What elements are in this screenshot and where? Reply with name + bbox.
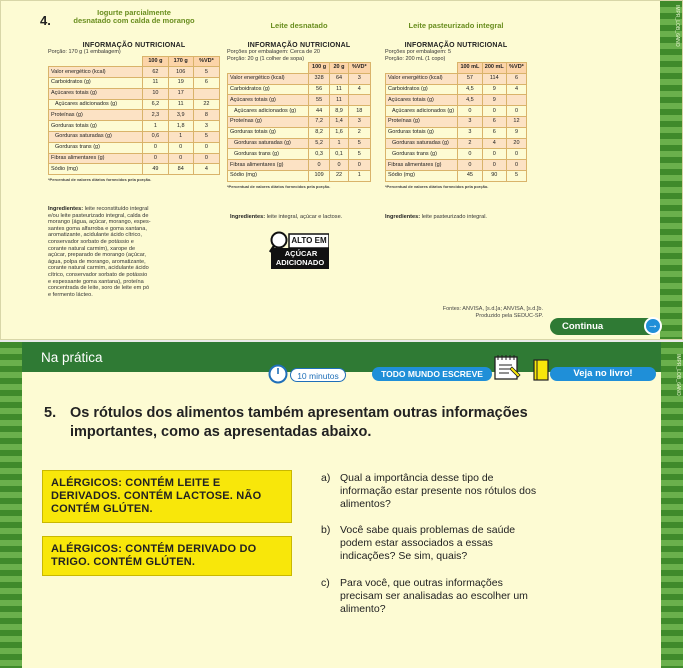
row-label: Açúcares adicionados (g) — [386, 106, 458, 117]
nutrition-table — [227, 62, 371, 182]
table-row — [49, 110, 220, 121]
row-value: 11 — [330, 84, 348, 95]
row-label: Açúcares totais (g) — [228, 95, 309, 106]
row-value: 45 — [458, 170, 482, 181]
row-value: 1 — [143, 121, 168, 132]
footnote: *Percentual de valores diários fornecidos pela porção. — [48, 177, 152, 183]
product-title: Leite pasteurizado integral — [408, 21, 504, 30]
row-label: Carboidratos (g) — [49, 78, 143, 89]
table-row — [49, 132, 220, 143]
row-value: 0 — [482, 160, 506, 171]
table-row — [228, 138, 371, 149]
row-label: Valor energético (kcal) — [49, 67, 143, 78]
row-label: Proteínas (g) — [386, 116, 458, 127]
row-value: 0,6 — [143, 132, 168, 143]
table-row — [49, 164, 220, 175]
table-row — [386, 95, 527, 106]
row-label: Sódio (mg) — [228, 170, 309, 181]
row-value: 0 — [458, 106, 482, 117]
row-value: 1,4 — [330, 116, 348, 127]
row-value: 6 — [482, 127, 506, 138]
row-value: 114 — [482, 73, 506, 84]
table-row — [228, 170, 371, 181]
row-value: 5 — [348, 138, 370, 149]
row-value: 3 — [348, 73, 370, 84]
row-value: 3 — [458, 116, 482, 127]
row-value: 1,6 — [330, 127, 348, 138]
row-value: 3,9 — [168, 110, 193, 121]
row-value: 4 — [348, 84, 370, 95]
row-value: 6 — [193, 78, 219, 89]
item-letter: c) — [321, 577, 330, 589]
row-value: 49 — [143, 164, 168, 175]
nutrition-table-yogurt — [48, 42, 220, 182]
row-label: Gorduras trans (g) — [49, 142, 143, 153]
row-value: 9 — [506, 127, 526, 138]
row-label: Gorduras totais (g) — [386, 127, 458, 138]
row-value: 11 — [168, 99, 193, 110]
question-number: 5. — [44, 405, 57, 421]
row-label: Carboidratos (g) — [228, 84, 309, 95]
row-value: 17 — [168, 88, 193, 99]
row-value: 3 — [458, 127, 482, 138]
allergen-box-wheat: ALÉRGICOS: CONTÉM DERIVADO DO TRIGO. CONTÉM GLÚTEN. — [42, 536, 292, 576]
table-header-row — [49, 56, 220, 67]
row-value: 328 — [308, 73, 330, 84]
clock-icon — [268, 364, 288, 384]
question-text: Os rótulos dos alimentos também apresentam outras informações importantes, como as apresentadas abaixo. — [70, 405, 528, 440]
row-value: 0 — [482, 106, 506, 117]
row-value: 64 — [330, 73, 348, 84]
col-header: 100 g — [308, 63, 330, 74]
row-label: Açúcares adicionados (g) — [228, 106, 309, 117]
allergen-box-milk: ALÉRGICOS: CONTÉM LEITE E DERIVADOS. CONTÉM LACTOSE. NÃO CONTÉM GLÚTEN. — [42, 470, 292, 523]
continue-button[interactable]: Continua → — [550, 318, 661, 335]
row-value: 18 — [348, 106, 370, 117]
table-row — [386, 170, 527, 181]
row-value: 11 — [330, 95, 348, 106]
nutrition-table — [385, 62, 527, 182]
activity-mode-badge: TODO MUNDO ESCREVE — [372, 367, 492, 381]
row-value: 19 — [168, 78, 193, 89]
row-value: 0 — [193, 142, 219, 153]
table-row — [386, 106, 527, 117]
row-value: 2,3 — [143, 110, 168, 121]
row-value: 4 — [482, 138, 506, 149]
product-title: Leite desnatado — [270, 21, 328, 30]
row-label: Açúcares totais (g) — [386, 95, 458, 106]
row-value: 4 — [506, 84, 526, 95]
sub-question-b: Você sabe quais problemas de saúde podem estar associados a essas indicações? Se sim, quais? — [340, 524, 516, 562]
row-value: 9 — [482, 95, 506, 106]
row-value: 3 — [348, 116, 370, 127]
table-header-row — [386, 63, 527, 74]
row-label: Fibras alimentares (g) — [228, 160, 309, 171]
row-value: 8 — [193, 110, 219, 121]
product-title: Iogurte parcialmente desnatado com calda de morango — [73, 8, 195, 25]
table-header-row — [228, 63, 371, 74]
table-row — [386, 160, 527, 171]
footnote: *Percentual de valores diários fornecidos pela porção. — [385, 183, 489, 189]
row-value: 90 — [482, 170, 506, 181]
row-value: 2 — [348, 127, 370, 138]
row-value: 1 — [168, 132, 193, 143]
row-value: 6,2 — [143, 99, 168, 110]
row-value: 6 — [506, 73, 526, 84]
row-value: 0,1 — [330, 149, 348, 160]
col-header: 170 g — [168, 56, 193, 67]
row-value: 5 — [506, 170, 526, 181]
row-value: 11 — [143, 78, 168, 89]
row-value: 1 — [330, 138, 348, 149]
see-book-badge: Veja no livro! — [550, 367, 656, 381]
table-title: INFORMAÇÃO NUTRICIONAL — [82, 42, 186, 49]
side-code: IMPR_LOB_6ANO — [674, 5, 680, 47]
row-value: 109 — [308, 170, 330, 181]
row-label: Açúcares totais (g) — [49, 88, 143, 99]
row-value: 5 — [193, 67, 219, 78]
section-title: Na prática — [41, 350, 103, 365]
col-header: 200 mL — [482, 63, 506, 74]
row-value: 0 — [168, 153, 193, 164]
row-value: 5 — [193, 132, 219, 143]
table-row — [49, 67, 220, 78]
row-label: Gorduras totais (g) — [49, 121, 143, 132]
row-label: Proteínas (g) — [49, 110, 143, 121]
left-stripe-bar — [0, 342, 22, 668]
table-row — [386, 127, 527, 138]
row-value: 7,2 — [308, 116, 330, 127]
table-row — [228, 160, 371, 171]
row-label: Gorduras trans (g) — [386, 149, 458, 160]
table-row — [49, 88, 220, 99]
table-row — [228, 84, 371, 95]
row-value: 0 — [506, 160, 526, 171]
row-value: 1,8 — [168, 121, 193, 132]
row-value: 0 — [143, 142, 168, 153]
portion-text: Porção: 170 g (1 embalagem) — [48, 49, 121, 55]
row-value: 56 — [308, 84, 330, 95]
row-label: Fibras alimentares (g) — [386, 160, 458, 171]
row-value: 4,5 — [458, 95, 482, 106]
row-value: 4,5 — [458, 84, 482, 95]
nutrition-table — [48, 56, 220, 176]
row-label: Gorduras saturadas (g) — [228, 138, 309, 149]
product-yogurt — [48, 9, 220, 25]
nutrition-table-whole-milk — [385, 42, 527, 189]
row-value: 0 — [308, 160, 330, 171]
row-value: 0 — [506, 149, 526, 160]
row-value — [193, 88, 219, 99]
row-value: 0 — [458, 149, 482, 160]
ingredients-skim-milk: Ingredientes: leite integral, açúcar e lactose. — [230, 214, 343, 220]
row-value: 55 — [308, 95, 330, 106]
row-value: 8,2 — [308, 127, 330, 138]
sub-question-a: Qual a importância desse tipo de informação estar presente nos rótulos dos alimentos? — [340, 472, 537, 510]
table-row — [49, 121, 220, 132]
footnote: *Percentual de valores diários fornecidos pela porção. — [227, 183, 331, 189]
row-label: Gorduras totais (g) — [228, 127, 309, 138]
slide-in-practice — [0, 342, 683, 668]
table-row — [386, 116, 527, 127]
table-row — [228, 116, 371, 127]
table-row — [386, 149, 527, 160]
row-label: Fibras alimentares (g) — [49, 153, 143, 164]
row-value: 12 — [506, 116, 526, 127]
row-value: 0 — [143, 153, 168, 164]
col-header: %VD* — [506, 63, 526, 74]
row-value: 5,2 — [308, 138, 330, 149]
table-title: INFORMAÇÃO NUTRICIONAL — [404, 42, 508, 49]
row-value: 20 — [506, 138, 526, 149]
badge-high-in: ALTO EM — [291, 236, 327, 245]
row-value: 9 — [482, 84, 506, 95]
table-row — [228, 73, 371, 84]
table-row — [386, 138, 527, 149]
row-label: Carboidratos (g) — [386, 84, 458, 95]
row-label: Gorduras saturadas (g) — [49, 132, 143, 143]
col-header: 20 g — [330, 63, 348, 74]
arrow-right-icon: → — [644, 317, 662, 335]
row-value: 62 — [143, 67, 168, 78]
question-number: 4. — [40, 13, 51, 28]
row-value: 6 — [482, 116, 506, 127]
col-header: %VD* — [348, 63, 370, 74]
row-value — [348, 95, 370, 106]
table-row — [228, 95, 371, 106]
row-value: 0 — [193, 153, 219, 164]
side-code: IMPR_LOB_6ANO — [675, 354, 681, 396]
row-value: 1 — [348, 170, 370, 181]
table-row — [386, 73, 527, 84]
ingredients-whole-milk: Ingredientes: leite pasteurizado integral. — [385, 214, 487, 220]
ingredients-yogurt: Ingredientes: leite reconstituído integral e/ou leite pasteurizado integral, calda de morango (água, açúcar, morango, espes- santes goma alfarroba e goma xantana, aromatizante, acidulante ácido cítrico, conservador sorbato de potássio e corante natural carmim), xarope de açúcar, preparado de morango (açúcar, água, polpa de morango, aromatizante, corante natural carmim, acidulante ácido cítrico, conservador sorbato de potássio e espessante goma xantana), proteína concentrada de leite, soro de leite em pó e fermento lácteo. — [48, 206, 151, 298]
row-value: 0 — [506, 106, 526, 117]
high-sugar-warning-badge — [269, 231, 329, 271]
row-value: 0 — [330, 160, 348, 171]
table-row — [228, 127, 371, 138]
row-value: 0,3 — [308, 149, 330, 160]
row-label: Sódio (mg) — [49, 164, 143, 175]
nutrition-table-skim-milk — [227, 42, 371, 189]
row-label: Gorduras trans (g) — [228, 149, 309, 160]
row-value: 106 — [168, 67, 193, 78]
row-value: 2 — [458, 138, 482, 149]
portion-text: Porções por embalagem: Cerca de 20 Porção: 20 g (1 colher de sopa) — [227, 49, 320, 62]
row-value: 10 — [143, 88, 168, 99]
portion-text: Porções por embalagem: 5 Porção: 200 mL (1 copo) — [385, 49, 452, 62]
row-value: 0 — [482, 149, 506, 160]
row-value: 57 — [458, 73, 482, 84]
col-header: 100 mL — [458, 63, 482, 74]
row-value: 0 — [168, 142, 193, 153]
row-value: 8,9 — [330, 106, 348, 117]
table-row — [49, 99, 220, 110]
row-label: Sódio (mg) — [386, 170, 458, 181]
right-stripe-bar — [660, 1, 682, 339]
row-value: 22 — [330, 170, 348, 181]
row-value: 22 — [193, 99, 219, 110]
row-label: Proteínas (g) — [228, 116, 309, 127]
row-label: Gorduras saturadas (g) — [386, 138, 458, 149]
timer-badge: 10 minutos — [290, 368, 346, 382]
row-value: 4 — [193, 164, 219, 175]
row-label: Valor energético (kcal) — [228, 73, 309, 84]
item-letter: b) — [321, 524, 331, 536]
badge-added: ADICIONADO — [275, 258, 325, 267]
table-row — [49, 153, 220, 164]
col-header: 100 g — [143, 56, 168, 67]
row-value: 3 — [193, 121, 219, 132]
row-value: 0 — [458, 160, 482, 171]
table-row — [228, 149, 371, 160]
row-label: Açúcares adicionados (g) — [49, 99, 143, 110]
book-icon — [532, 359, 550, 381]
row-label: Valor energético (kcal) — [386, 73, 458, 84]
col-header: %VD* — [193, 56, 219, 67]
table-row — [49, 78, 220, 89]
row-value: 5 — [348, 149, 370, 160]
row-value: 84 — [168, 164, 193, 175]
row-value — [506, 95, 526, 106]
sources-credit: Fontes: ANVISA, [s.d.]a; ANVISA, [s.d.]b. Produzido pela SEDUC-SP. — [442, 306, 543, 319]
table-row — [386, 84, 527, 95]
table-title: INFORMAÇÃO NUTRICIONAL — [247, 42, 351, 49]
row-value: 44 — [308, 106, 330, 117]
sub-question-c: Para você, que outras informações precisam ser analisadas ao escolher um alimento? — [340, 577, 528, 615]
table-row — [49, 142, 220, 153]
table-row — [228, 106, 371, 117]
notebook-pencil-icon — [492, 353, 524, 381]
item-letter: a) — [321, 472, 331, 484]
badge-sugar: AÇÚCAR — [284, 249, 318, 258]
row-value: 0 — [348, 160, 370, 171]
